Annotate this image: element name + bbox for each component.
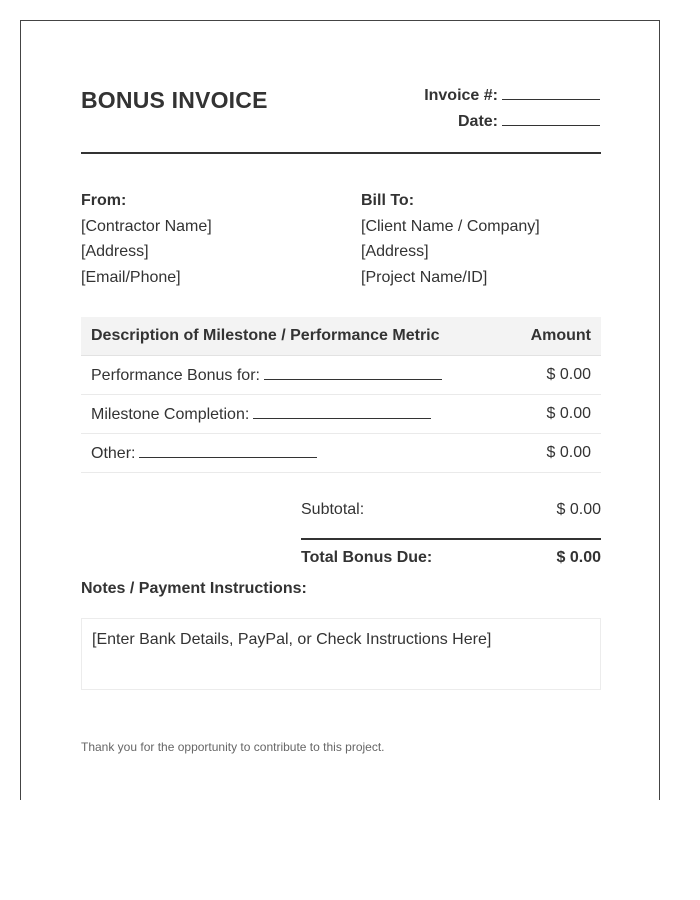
bill-to-block xyxy=(361,188,540,290)
bill-to-line: [Client Name / Company] xyxy=(361,217,540,235)
row-amount: $ 0.00 xyxy=(508,356,601,395)
row-label: Performance Bonus for: xyxy=(91,367,260,384)
bill-to-line: [Address] xyxy=(361,243,429,260)
invoice-date-field[interactable] xyxy=(502,111,600,126)
notes-heading: Notes / Payment Instructions: xyxy=(81,580,307,597)
table-row xyxy=(81,395,601,434)
subtotal-value: $ 0.00 xyxy=(556,501,601,518)
items-table xyxy=(81,317,601,473)
invoice-number-field[interactable] xyxy=(502,85,600,100)
notes-field[interactable]: [Enter Bank Details, PayPal, or Check Instructions Here] xyxy=(81,618,601,690)
invoice-title: BONUS INVOICE xyxy=(81,87,268,113)
from-line: [Email/Phone] xyxy=(81,268,181,286)
invoice-page xyxy=(20,20,660,800)
from-line: [Address] xyxy=(81,243,149,260)
invoice-number-row xyxy=(424,85,600,111)
total-label: Total Bonus Due: xyxy=(301,549,433,566)
invoice-date-row xyxy=(424,111,600,137)
from-line: [Contractor Name] xyxy=(81,217,212,235)
row-description xyxy=(81,395,508,434)
subtotal-row xyxy=(301,501,601,521)
row-blank-field[interactable] xyxy=(139,443,317,458)
row-description xyxy=(81,356,508,395)
description-column-header: Description of Milestone / Performance Metric xyxy=(81,317,508,356)
row-amount: $ 0.00 xyxy=(508,434,601,473)
total-value: $ 0.00 xyxy=(556,549,601,566)
header-divider xyxy=(81,152,601,154)
row-label: Milestone Completion: xyxy=(91,406,250,423)
bill-to-heading: Bill To: xyxy=(361,192,415,209)
total-divider xyxy=(301,538,601,540)
table-header-row xyxy=(81,317,601,356)
footer-text: Thank you for the opportunity to contribute to this project. xyxy=(81,740,385,754)
table-row xyxy=(81,434,601,473)
invoice-meta xyxy=(424,85,600,137)
bill-to-line: [Project Name/ID] xyxy=(361,268,488,286)
subtotal-label: Subtotal: xyxy=(301,501,365,518)
row-blank-field[interactable] xyxy=(264,365,442,380)
amount-column-header: Amount xyxy=(508,317,601,356)
table-row xyxy=(81,356,601,395)
row-blank-field[interactable] xyxy=(253,404,431,419)
row-description xyxy=(81,434,508,473)
row-label: Other: xyxy=(91,445,136,462)
invoice-number-label: Invoice #: xyxy=(424,87,498,104)
invoice-date-label: Date: xyxy=(457,113,498,130)
from-block xyxy=(81,188,212,290)
from-heading: From: xyxy=(81,192,127,209)
row-amount: $ 0.00 xyxy=(508,395,601,434)
